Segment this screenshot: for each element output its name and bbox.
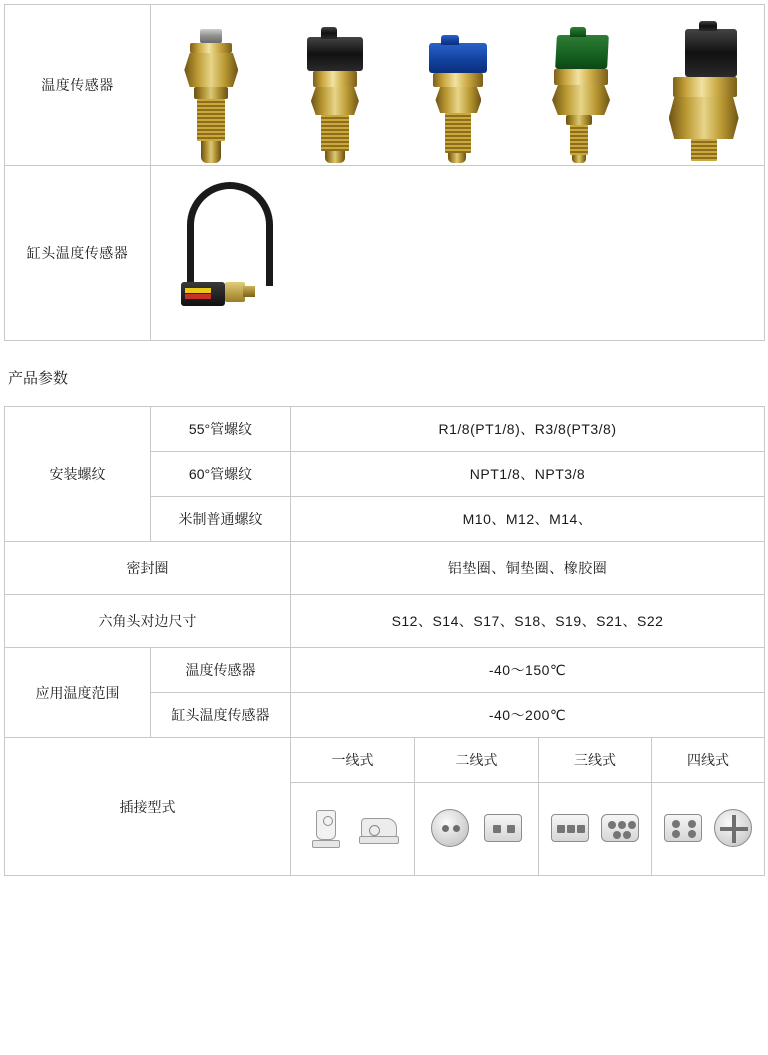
table-row bbox=[5, 542, 765, 595]
temp-sensor-green-cap bbox=[532, 15, 628, 165]
spec-sub-metric-thread: 米制普通螺纹 bbox=[151, 497, 291, 542]
table-row bbox=[5, 166, 765, 341]
table-row bbox=[5, 407, 765, 452]
spec-group-temperature-range: 应用温度范围 bbox=[5, 648, 151, 738]
spec-value-55-pipe-thread: R1/8(PT1/8)、R3/8(PT3/8) bbox=[291, 407, 765, 452]
square-2slot-connector-icon bbox=[481, 804, 525, 854]
product-image-table bbox=[4, 4, 765, 341]
spec-value-hex-size: S12、S14、S17、S18、S19、S21、S22 bbox=[291, 595, 765, 648]
square-3pin-connector-icon bbox=[598, 804, 642, 854]
spec-group-mounting-thread: 安装螺纹 bbox=[5, 407, 151, 542]
table-row bbox=[5, 648, 765, 693]
row-label-cylinder-head-sensor: 缸头温度传感器 bbox=[5, 166, 151, 341]
connector-column-4-wire: 四线式 bbox=[652, 738, 765, 783]
spec-value-metric-thread: M10、M12、M14、 bbox=[291, 497, 765, 542]
temperature-sensor-images bbox=[151, 5, 765, 166]
table-row bbox=[5, 595, 765, 648]
round-4pin-connector-icon bbox=[711, 804, 755, 854]
spec-value-temp-sensor-range: -40～150℃ bbox=[291, 648, 765, 693]
spec-value-sealing-ring: 铝垫圈、铜垫圈、橡胶圈 bbox=[291, 542, 765, 595]
spec-sub-temp-sensor: 温度传感器 bbox=[151, 648, 291, 693]
temp-sensor-black-large-cap bbox=[655, 15, 751, 165]
spec-value-60-pipe-thread: NPT1/8、NPT3/8 bbox=[291, 452, 765, 497]
spec-group-hex-size: 六角头对边尺寸 bbox=[5, 595, 291, 648]
spec-group-sealing-ring: 密封圈 bbox=[5, 542, 291, 595]
connector-column-3-wire: 三线式 bbox=[539, 738, 652, 783]
spec-group-connector-type: 插接型式 bbox=[5, 738, 291, 876]
connector-pictograms-4-wire bbox=[652, 783, 765, 876]
spec-sub-55-pipe-thread: 55°管螺纹 bbox=[151, 407, 291, 452]
spec-sub-cylinder-head-sensor: 缸头温度传感器 bbox=[151, 693, 291, 738]
section-title-product-parameters: 产品参数 bbox=[8, 370, 69, 387]
temp-sensor-blue-cap bbox=[409, 15, 505, 165]
round-2pin-connector-icon bbox=[428, 804, 472, 854]
temp-sensor-black-cap bbox=[287, 15, 383, 165]
temp-sensor-steel-cap bbox=[164, 15, 260, 165]
connector-pictograms-3-wire bbox=[539, 783, 652, 876]
blade-terminal-icon bbox=[304, 804, 348, 854]
spec-sub-60-pipe-thread: 60°管螺纹 bbox=[151, 452, 291, 497]
connector-column-1-wire: 一线式 bbox=[291, 738, 415, 783]
square-4pin-connector-icon bbox=[661, 804, 705, 854]
table-row bbox=[5, 5, 765, 166]
spec-value-cylinder-head-range: -40～200℃ bbox=[291, 693, 765, 738]
connector-pictograms-2-wire bbox=[415, 783, 539, 876]
row-label-temperature-sensor: 温度传感器 bbox=[5, 5, 151, 166]
square-3slot-connector-icon bbox=[548, 804, 592, 854]
connector-column-2-wire: 二线式 bbox=[415, 738, 539, 783]
specifications-table bbox=[4, 406, 765, 876]
cylinder-head-sensor-images bbox=[151, 166, 765, 341]
eyelet-terminal-icon bbox=[357, 804, 401, 854]
cylinder-head-temp-sensor-with-cable bbox=[173, 178, 293, 328]
connector-pictograms-1-wire bbox=[291, 783, 415, 876]
document-page bbox=[0, 4, 768, 876]
table-row bbox=[5, 738, 765, 783]
